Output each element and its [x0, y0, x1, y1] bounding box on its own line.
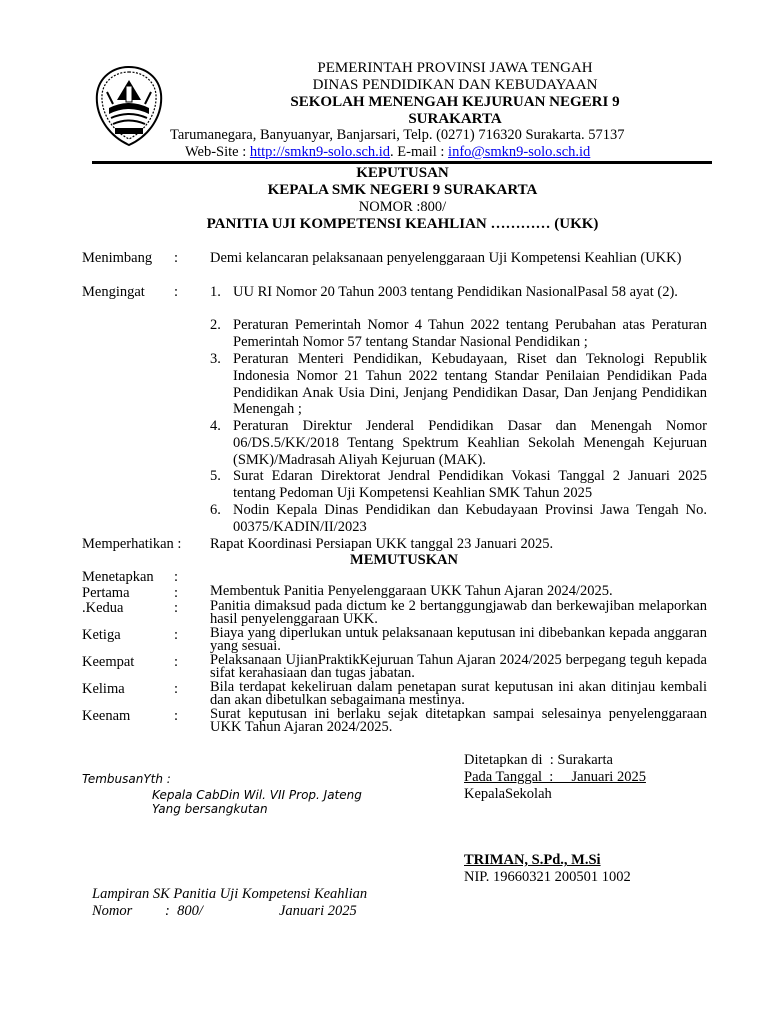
mengingat-item: UU RI Nomor 20 Tahun 2003 tentang Pendidikan NasionalPasal 58 ayat (2). [233, 284, 678, 300]
header-city: SURAKARTA [408, 111, 502, 127]
email-link[interactable]: info@smkn9-solo.sch.id [448, 144, 591, 160]
signature-position: KepalaSekolah [464, 786, 552, 802]
mengingat-colon: : [174, 284, 179, 300]
header-agency: DINAS PENDIDIKAN DAN KEBUDAYAAN [312, 77, 598, 93]
dictum-label: Ketiga [82, 627, 121, 643]
menimbang-colon: : [174, 250, 179, 266]
header-divider [92, 161, 712, 164]
decree-number: NOMOR :800/ [358, 199, 447, 215]
dictum-colon: : [174, 654, 179, 670]
memutuskan-heading: MEMUTUSKAN [350, 552, 458, 568]
dictum-label: Kelima [82, 681, 125, 697]
dictum-colon: : [174, 681, 179, 697]
mengingat-item: Peraturan Menteri Pendidikan, Kebudayaan, Riset dan Teknologi Republik Indonesia Nomor 21 Tahun 2022 tentang Standar Penilaian Pendidikan Pada Pendidikan Anak Usia Dini, Jenjang Pendidikan Dasar, Dan Jenjang Pendidikan Menengah ; [233, 351, 707, 418]
dictum-text: Surat keputusan ini berlaku sejak ditetapkan sampai selesainya penyelenggaraan UKK Tahun Ajaran 2024/2025. [210, 706, 707, 735]
dictum-label: Keempat [82, 654, 135, 670]
signature-nip: NIP. 19660321 200501 1002 [464, 869, 631, 885]
tembusan-item: Yang bersangkutan [152, 802, 268, 816]
dictum-text: Bila terdapat kekeliruan dalam penetapan surat keputusan ini akan ditinjau kembali dan akan dibetulkan sebagaimana mestinya. [210, 679, 707, 708]
memperhatikan-text: Rapat Koordinasi Persiapan UKK tanggal 23 Januari 2025. [210, 536, 554, 552]
dictum-colon: : [174, 627, 179, 643]
mengingat-item: Peraturan Direktur Jenderal Pendidikan Dasar dan Menengah Nomor 06/DS.5/KK/2018 Tentang Spektrum Keahlian Sekolah Menengah Kejuruan (SMK)/Madrasah Aliyah Kejuruan (MAK). [233, 418, 707, 468]
decree-subject: PANITIA UJI KOMPETENSI KEAHLIAN ………… (UKK) [206, 216, 599, 232]
dictum-colon: : [174, 585, 179, 601]
email-label: . E-mail : [390, 144, 449, 160]
signature-date: Pada Tanggal : Januari 2025 [464, 769, 646, 785]
header-address: Tarumanegara, Banyuanyar, Banjarsari, Telp. (0271) 716320 Surakarta. 57137 [170, 127, 625, 143]
header-contact [185, 144, 590, 161]
decree-issuer: KEPALA SMK NEGERI 9 SURAKARTA [267, 182, 538, 198]
website-link[interactable]: http://smkn9-solo.sch.id [249, 144, 391, 160]
dictum-label: .Kedua [82, 600, 124, 616]
dictum-text: Panitia dimaksud pada dictum ke 2 bertanggungjawab dan berkewajiban melaporkan hasil penyelenggaraan UKK. [210, 598, 707, 627]
mengingat-number: 3. [210, 351, 221, 367]
mengingat-number: 1. [210, 284, 221, 300]
mengingat-number: 6. [210, 502, 221, 518]
mengingat-number: 2. [210, 317, 221, 333]
dictum-colon: : [174, 708, 179, 724]
lampiran-nomor-value: : 800/ [165, 903, 203, 919]
tembusan-item: Kepala CabDin Wil. VII Prop. Jateng [152, 788, 362, 802]
dictum-colon: : [174, 600, 179, 616]
mengingat-item: Peraturan Pemerintah Nomor 4 Tahun 2022 tentang Perubahan atas Peraturan Pemerintah Nomor 57 tentang Standar Nasional Pendidikan ; [233, 317, 707, 350]
mengingat-number: 5. [210, 468, 221, 484]
website-label: Web-Site : [185, 144, 250, 160]
menimbang-text: Demi kelancaran pelaksanaan penyelenggaraan Uji Kompetensi Keahlian (UKK) [210, 250, 682, 266]
signature-name: TRIMAN, S.Pd., M.Si [464, 852, 601, 868]
header-school: SEKOLAH MENENGAH KEJURUAN NEGERI 9 [290, 94, 620, 110]
menetapkan-label: Menetapkan [82, 569, 154, 585]
lampiran-date: Januari 2025 [279, 903, 357, 919]
provincial-logo [93, 64, 165, 148]
memperhatikan-label: Memperhatikan : [82, 536, 182, 552]
mengingat-number: 4. [210, 418, 221, 434]
dictum-text: Biaya yang diperlukan untuk pelaksanaan keputusan ini dibebankan kepada anggaran yang sesuai. [210, 625, 707, 654]
dictum-text: Membentuk Panitia Penyelenggaraan UKK Tahun Ajaran 2024/2025. [210, 583, 613, 599]
menimbang-label: Menimbang [82, 250, 153, 266]
tembusan-title: TembusanYth : [82, 772, 171, 786]
mengingat-label: Mengingat [82, 284, 145, 300]
dictum-text: Pelaksanaan UjianPraktikKejuruan Tahun Ajaran 2024/2025 berpegang teguh kepada sifat kerahasiaan dan tugas jabatan. [210, 652, 707, 681]
signature-place: Ditetapkan di : Surakarta [464, 752, 613, 768]
dictum-label: Pertama [82, 585, 130, 601]
lampiran-title: Lampiran SK Panitia Uji Kompetensi Keahlian [92, 886, 368, 902]
menetapkan-colon: : [174, 569, 179, 585]
decree-title: KEPUTUSAN [356, 165, 449, 181]
mengingat-item: Nodin Kepala Dinas Pendidikan dan Kebudayaan Provinsi Jawa Tengah No. 00375/KADIN/II/2023 [233, 502, 707, 535]
header-government: PEMERINTAH PROVINSI JAWA TENGAH [317, 60, 593, 76]
dictum-label: Keenam [82, 708, 131, 724]
lampiran-nomor-label: Nomor [92, 903, 133, 919]
mengingat-item: Surat Edaran Direktorat Jendral Pendidikan Vokasi Tanggal 2 Januari 2025 tentang Pedoman Uji Kompetensi Keahlian SMK Tahun 2025 [233, 468, 707, 501]
